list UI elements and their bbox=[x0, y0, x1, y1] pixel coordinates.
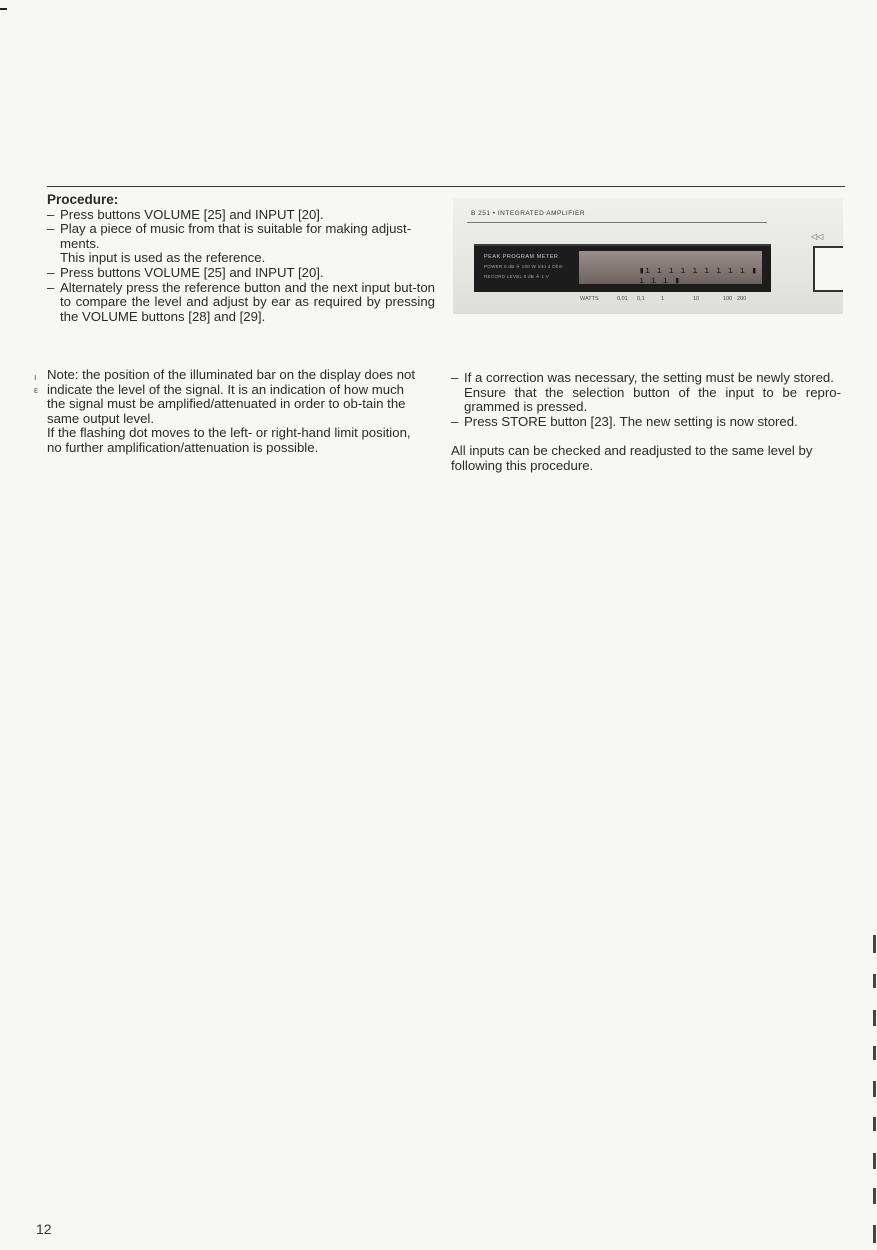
procedure-step bbox=[47, 251, 435, 266]
meter-bar-ticks: ▮ı ı ı ı ı ı ı ı ı ▮ ı ı ı ▮ bbox=[639, 266, 758, 286]
procedure-step bbox=[47, 266, 435, 281]
amplifier-front-panel-image bbox=[453, 198, 843, 314]
meter-title: PEAK PROGRAM METER bbox=[484, 254, 559, 260]
step-dash: – bbox=[451, 370, 459, 385]
step-text: If a correction was necessary, the setting must be newly stored. bbox=[464, 370, 834, 385]
meter-record-label: RECORD LEVEL 0 dB ≙ 1 V bbox=[484, 274, 550, 279]
meter-display-window bbox=[579, 251, 762, 284]
meter-power-label: POWER 0 dB ≙ 100 W into 4 Ohm bbox=[484, 264, 563, 269]
binding-edge-mark bbox=[873, 1117, 876, 1131]
binding-edge-mark bbox=[873, 974, 876, 988]
corner-scan-mark bbox=[0, 8, 7, 10]
step-text: This input is used as the reference. bbox=[60, 250, 266, 266]
step-dash: – bbox=[47, 206, 55, 222]
binding-edge-mark bbox=[873, 1188, 876, 1204]
scale-value: 0,1 bbox=[637, 296, 645, 302]
procedure-heading: Procedure: bbox=[47, 192, 119, 207]
procedure-section bbox=[47, 193, 435, 324]
correction-step bbox=[451, 386, 841, 415]
step-dash: – bbox=[451, 413, 459, 429]
step-text: Press buttons VOLUME [25] and INPUT [20]. bbox=[60, 264, 324, 280]
binding-edge-mark bbox=[873, 935, 876, 953]
binding-edge-mark bbox=[873, 1153, 876, 1169]
procedure-step bbox=[47, 281, 435, 325]
device-panel-line bbox=[467, 222, 767, 223]
scale-value: 100 bbox=[723, 296, 733, 302]
note-paragraph: If the flashing dot moves to the left- or right-hand limit position, no further amplification/attenuation is possible. bbox=[47, 425, 411, 455]
procedure-step bbox=[47, 222, 435, 251]
margin-mark: ε bbox=[34, 385, 39, 395]
scale-value: 1 bbox=[661, 296, 665, 302]
scale-value: 0,01 bbox=[617, 296, 628, 302]
step-text: Press buttons VOLUME [25] and INPUT [20]. bbox=[60, 206, 324, 222]
step-text: Play a piece of music from that is suitable for making adjust-ments. bbox=[60, 221, 412, 251]
section-divider bbox=[47, 186, 845, 187]
scale-value: 200 bbox=[737, 296, 747, 302]
procedure-step bbox=[47, 208, 435, 223]
binding-edge-mark bbox=[873, 1081, 876, 1097]
page-number: 12 bbox=[36, 1221, 52, 1237]
peak-program-meter bbox=[474, 244, 771, 292]
device-model-label: B 251 • INTEGRATED AMPLIFIER bbox=[471, 210, 586, 217]
device-side-button bbox=[813, 246, 843, 292]
correction-step bbox=[451, 371, 841, 386]
note-section bbox=[47, 368, 423, 456]
step-dash: – bbox=[47, 279, 55, 295]
rewind-arrow-icon: ◁◁ bbox=[811, 232, 824, 241]
scale-label: WATTS bbox=[580, 296, 599, 302]
note-paragraph: Note: the position of the illuminated bar on the display does not indicate the level of the signal. It is an indication of how much the signal must be amplified/attenuated in order to ob-tain the same output level. bbox=[47, 367, 416, 426]
closing-paragraph: All inputs can be checked and readjusted to the same level by following this procedure. bbox=[451, 443, 813, 473]
step-text: Alternately press the reference button and the next input but-ton to compare the level and adjust by ear as required by pressing the VOLUME buttons [28] and [29]. bbox=[60, 279, 435, 324]
step-text: Press STORE button [23]. The new setting is now stored. bbox=[464, 413, 798, 429]
correction-section bbox=[451, 371, 841, 474]
scale-value: 10 bbox=[693, 296, 700, 302]
margin-mark: ı bbox=[34, 372, 37, 382]
binding-edge-mark bbox=[873, 1010, 876, 1026]
binding-edge-mark bbox=[873, 1225, 876, 1243]
step-dash: – bbox=[47, 264, 55, 280]
step-text: Ensure that the selection button of the input to be repro-grammed is pressed. bbox=[464, 384, 841, 415]
correction-step bbox=[451, 415, 841, 430]
step-dash: – bbox=[47, 221, 55, 237]
binding-edge-mark bbox=[873, 1046, 876, 1060]
